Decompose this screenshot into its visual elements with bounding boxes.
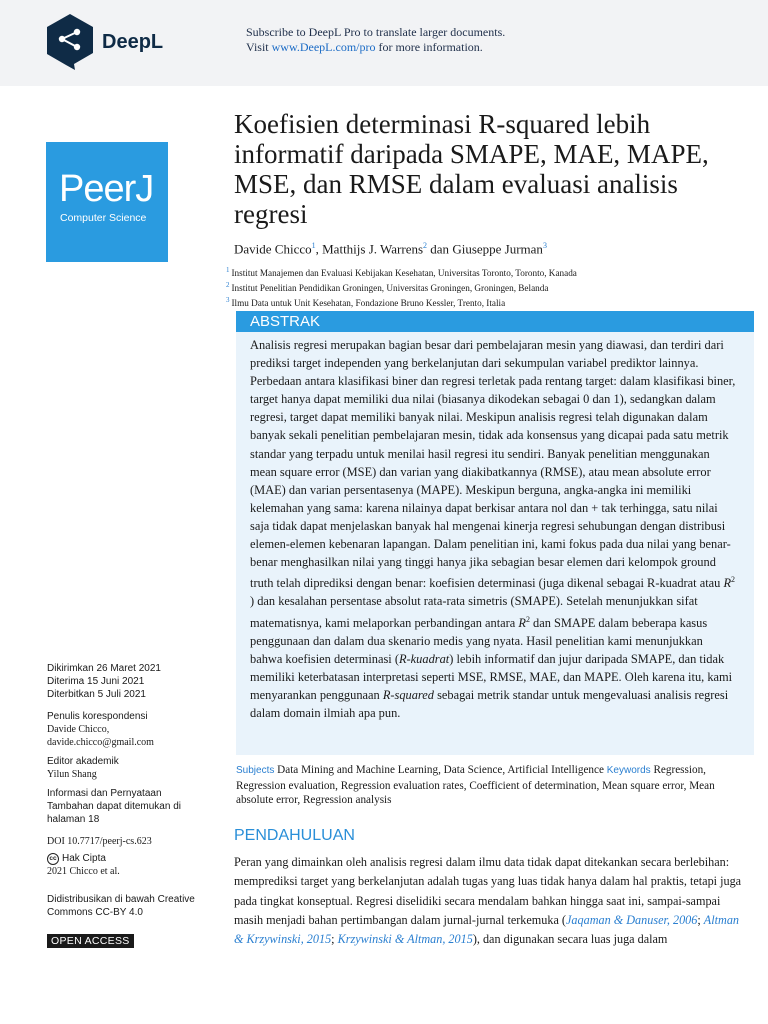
academic-editor [47, 756, 222, 782]
paper-title: Koefisien determinasi R-squared lebih informatif daripada SMAPE, MAE, MAPE, MSE, dan RMSE dalam evaluasi analisis regresi [234, 109, 709, 229]
intro-separator-2: ; [331, 932, 338, 947]
banner-message [246, 25, 505, 55]
abstract-part-1: Analisis regresi merupakan bagian besar dari pembelajaran mesin yang diawasi, dan terdiri dari prediksi target independen yang berkelanjutan dari sekumpulan variabel prediktor lainnya. Perbedaan antara klasifikasi biner dan regresi terletak pada rentang target: dalam klasifikasi biner, target hanya dapat memiliki dua nilai (biasanya dikodekan sebagai 0 dan 1), sedangkan dalam regresi, target dapat memiliki banyak nilai. Meskipun analisis regresi telah digunakan dalam banyak sekali penelitian pembelajaran mesin, tidak ada konsensus yang dicapai pada satu metrik standar yang terpadu untuk menilai hasil regresi itu sendiri. Banyak penelitian menggunakan mean square error (MSE) dan varian yang diakibatkannya (RMSE), atau mean absolute error (MAE) dan varian persentasenya (MAPE). Meskipun berguna, angka-angka ini memiliki kelemahan yang sama: karena nilainya dapat berkisar antara nol dan + tak terhingga, satu nilai saja tidak dapat menjelaskan banyak hal mengenai kinerja regresi sehubungan dengan distribusi elemen-elemen kebenaran lapangan. Dalam penelitian ini, kami fokus pada dua nilai yang benar-benar menghasilkan nilai yang tinggi hanya jika sebagian besar elemen dari kelompok ground truth telah diprediksi dengan benar: koefisien determinasi (juga dikenal sebagai R-kuadrat atau [250, 338, 736, 591]
creative-commons-icon: cc [47, 853, 59, 865]
banner-line-2-pre: Visit [246, 40, 272, 54]
author-affiliation-sup: 2 [423, 241, 428, 250]
abstract-heading: ABSTRAK [236, 311, 754, 332]
subjects-text: Data Mining and Machine Learning, Data Science, Artificial Intelligence [277, 764, 604, 776]
editor-label: Editor akademik [47, 756, 119, 767]
abstract-part-4: ) lebih informatif dan jujur daripada SMAPE, dan tidak memiliki keterbatasan interpretasi seperti MSE, RMSE, MAE, dan MAPE. Oleh karena itu, kami menyarankan penggunaan [250, 651, 733, 703]
banner-line-2 [246, 40, 505, 55]
corresponding-email[interactable]: davide.chicco@gmail.com [47, 736, 154, 748]
published-date: Diterbitkan 5 Juli 2021 [47, 688, 146, 700]
citation-jaqaman-2006[interactable]: Jaqaman & Danuser, 2006 [566, 912, 698, 927]
copyright-label: Hak Cipta [62, 853, 106, 864]
open-access-badge: OPEN ACCESS [47, 934, 134, 948]
intro-heading: PENDAHULUAN [234, 827, 355, 844]
affiliation-1-sup: 1 [226, 266, 230, 274]
author-name[interactable]: Matthijs J. Warrens [322, 241, 424, 257]
corresponding-author [47, 711, 222, 749]
citation-krzywinski-2015[interactable]: Krzywinski & Altman, 2015 [337, 932, 473, 947]
editor-name: Yilun Shang [47, 768, 97, 780]
deepl-brand-name: DeepL [102, 30, 164, 53]
received-date: Dikirimkan 26 Maret 2021 [47, 663, 161, 674]
deepl-pro-link[interactable]: www.DeepL.com/pro [271, 40, 376, 54]
affiliation-1 [226, 266, 577, 278]
author-name[interactable]: Davide Chicco [234, 241, 312, 257]
doi[interactable]: DOI 10.7717/peerj-cs.623 [47, 836, 152, 847]
corresponding-name: Davide Chicco, [47, 723, 110, 735]
author-separator: , [315, 241, 323, 257]
abstract-r-symbol-1: R [723, 576, 732, 591]
abstract-part-3: dan SMAPE dalam beberapa kasus penggunaan dan dalam dua skenario medis yang nyata. Hasil penelitian kami menunjukkan bahwa koefisien determinasi ( [250, 615, 708, 666]
abstract-r-kuadrat: R-kuadrat [398, 651, 450, 666]
deepl-logo-icon [44, 12, 96, 72]
intro-part-2: ), dan digunakan secara luas juga dalam [472, 932, 668, 947]
citation-altman-2015[interactable]: Altman & Krzywinski, 2015 [234, 912, 740, 947]
deepl-banner [0, 0, 768, 86]
intro-separator-1: ; [697, 912, 704, 927]
license: Didistribusikan di bawah Creative Commons CC-BY 4.0 [47, 894, 195, 918]
journal-subtitle: Computer Science [60, 212, 147, 224]
keywords-label: Keywords [606, 765, 651, 776]
banner-line-1: Subscribe to DeepL Pro to translate larger documents. [246, 25, 506, 39]
abstract-r-squared: R-squared [382, 688, 434, 703]
author-name[interactable]: Giuseppe Jurman [452, 241, 543, 257]
corresponding-label: Penulis korespondensi [47, 711, 148, 722]
affiliation-3 [226, 296, 505, 308]
submission-dates [47, 663, 222, 701]
journal-name: PeerJ [59, 168, 154, 210]
affiliation-2 [226, 281, 548, 293]
author-list [234, 241, 547, 257]
copyright [47, 853, 222, 879]
accepted-date: Diterima 15 Juni 2021 [47, 675, 145, 687]
affiliation-1-text: Institut Manajemen dan Evaluasi Kebijakan Kesehatan, Universitas Toronto, Toronto, Kanada [231, 268, 577, 279]
intro-text [234, 853, 744, 949]
affiliation-3-text: Ilmu Data untuk Unit Kesehatan, Fondazione Bruno Kessler, Trento, Italia [231, 298, 506, 309]
additional-info: Informasi dan Pernyataan Tambahan dapat ditemukan di halaman 18 [47, 788, 181, 825]
abstract-part-5: sebagai metrik standar untuk mengevaluasi analisis regresi dalam domain ilmiah apa pun. [250, 688, 729, 721]
abstract-superscript-1: 2 [731, 575, 736, 585]
abstract-superscript-2: 2 [525, 614, 530, 624]
subjects-keywords [236, 763, 746, 808]
abstract-r-symbol-2: R [518, 615, 526, 630]
banner-line-2-post: for more information. [375, 40, 483, 54]
abstract-part-2: ) dan kesalahan persentase absolut rata-rata simetris (SMAPE). Setelah menunjukkan sifat matematisnya, kami melaporkan perbandingan antara [250, 594, 698, 630]
author-affiliation-sup: 3 [542, 241, 547, 250]
affiliation-2-sup: 2 [226, 281, 230, 289]
intro-part-1: Peran yang dimainkan oleh analisis regresi dalam ilmu data tidak dapat ditekankan secara berlebihan: memprediksi target yang berkelanjutan adalah tugas yang luas tidak hanya dalam hal praktis, tetapi juga pada tingkat konseptual. Regresi diselidiki secara mendalam bahkan hingga saat ini, sampai-sampai masih menjadi bahan pertimbangan dalam jurnal-jurnal terkemuka ( [234, 855, 742, 927]
deepl-logo[interactable] [44, 10, 184, 74]
author-separator: dan [427, 241, 453, 257]
peerj-logo [46, 142, 168, 262]
author-affiliation-sup: 1 [311, 241, 316, 250]
keywords-text: Regression, Regression evaluation, Regression evaluation rates, Coefficient of determination, Mean square error, Mean absolute error, Regression analysis [236, 764, 715, 807]
subjects-label: Subjects [236, 765, 275, 776]
affiliation-2-text: Institut Penelitian Pendidikan Groningen, Universitas Groningen, Groningen, Belanda [231, 283, 549, 294]
affiliation-3-sup: 3 [226, 296, 230, 304]
copyright-text: 2021 Chicco et al. [47, 865, 120, 877]
abstract-text [250, 336, 736, 722]
